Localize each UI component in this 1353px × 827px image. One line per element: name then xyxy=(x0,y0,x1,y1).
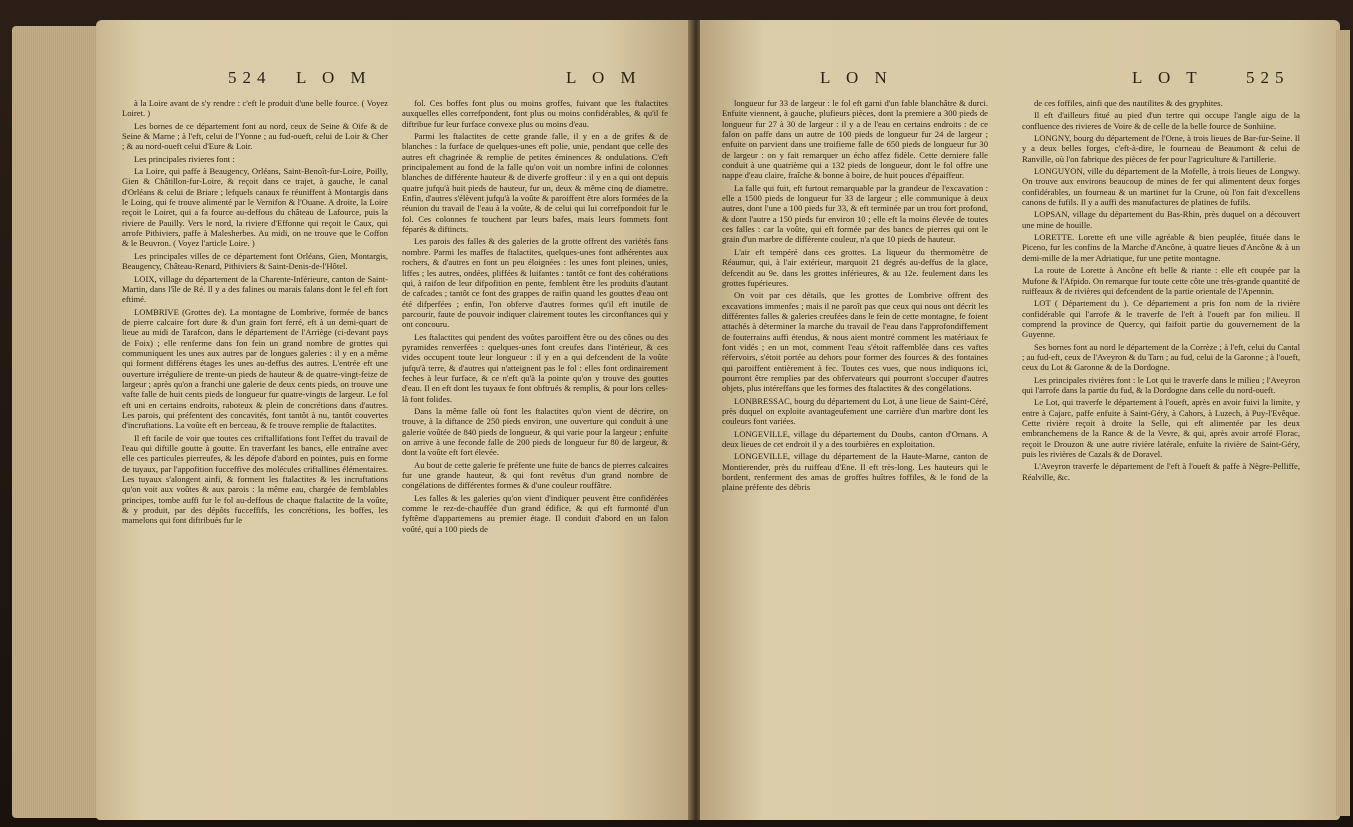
left-running-head-b: L O M xyxy=(566,68,642,87)
paragraph: LOIX, village du département de la Charente-Inférieure, canton de Saint-Martin, dans l'île de Ré. Il y a des falines ou marais falans dont le fel eft fort eftimé. xyxy=(122,273,388,305)
paragraph: La route de Lorette à Ancône eft belle & riante : elle eft coupée par la Mufone & l'Afpido. On remarque fur toute cette côte une très-grande quantité de ruiffeaux & de rivières qui defcendent de la partie orientale de l'Apennin. xyxy=(1022,265,1300,296)
paragraph: de ces foffiles, ainfi que des nautilites & des gryphites. xyxy=(1034,98,1223,108)
paragraph: Les principales rivieres font : xyxy=(134,153,235,164)
right-column-2 xyxy=(1022,98,1300,810)
left-page xyxy=(96,20,692,820)
paragraph: LOMBRIVE (Grottes de). La montagne de Lombrive, formée de bancs de pierre calcaire fort dure & d'un grain fort ferré, eft à un demi-quart de lieue au midi de Tarafcon, dans le département de l'Arriège (ci-devant pays de Foix) ; elle renferme dans fon fein un grand nombre de grottes qui communiquent les unes aux autres par de longues galeries : il y en a même qui forment différens étages les unes au-deffus des autres. L'entrée eft une ouverture irréguliere de trente-un pieds de hauteur & de quatre-vingt-feize de largeur ; après qu'on a franchi une galerie de deux cents pieds, on trouve une vafte falle de huit cents pieds de longueur fur quatre-vingts de largeur. Le fol eft uni en certains endroits, raboteux & plein de concrétions dans d'autres. Les parois, qui préfentent des concavités, font tantôt à nu, tantôt couvertes d'incruftations. La voûte eft en berceau, & fe trouve remplie de ftalactites. xyxy=(122,306,388,431)
right-column-1 xyxy=(722,98,988,810)
paragraph: Parmi les ftalactites de cette grande falle, il y en a de grifes & de blanches : la furface de quelques-unes eft polie, unie, pendant que celle des autres eft chagrinée & remplie de petites éminences & ondulations. C'eft principalement au fond de la falle qu'on voit un nombre infini de colonnes blanches de différente hauteur & de diverfe groffeur : il y en a qui ont depuis quatre jufqu'à huit pieds de hauteur, fur un, deux & même cinq de diametre. Enfin, d'autres s'élèvent jufqu'à la voûte & paroiffent être alors formées de la réunion du travail de l'eau à la voûte, & de celui qui lui correfpondoit fur le fol. Ces colonnes fe touchent par leurs bafes, mais leurs fommets font féparés & diftincts. xyxy=(402,131,668,235)
right-page xyxy=(700,20,1340,820)
paragraph: L'Aveyron traverfe le département de l'eft à l'oueft & paffe à Nègre-Pelliffe, Réalville, &c. xyxy=(1022,461,1300,482)
paragraph: Il eft facile de voir que toutes ces criftallifations font l'effet du travail de l'eau qui diftille goutte à goutte. En traverfant les bancs, elle entraîne avec elle ces particules pierreufes, & les dépofe d'abord en pointes, puis en forme de tuyaux, par l'appofition fucceffive des molécules criftallines élémentaires. Les tuyaux s'alongent ainfi, & forment les ftalactites & les incruftations qu'on voit aux voûtes & aux parois : la même eau, chargée de femblables principes, tombe auffi fur le fol au-deffous de chaque ftalactite de la voûte, & y produit, par des dépôts fucceffifs, les concrétions, les boffes, les mamelons qui font diftribués fur le xyxy=(122,432,388,526)
paragraph: La falle qui fuit, eft furtout remarquable par la grandeur de l'excavation : elle a 1500 pieds de longueur fur 33 de largeur ; elle communique à deux autres, dont l'une a 100 pieds fur 33, & eft terminée par un trou fort profond, & dont l'autre a 150 pieds fur environ 10 ; elle eft la moins élevée de toutes ces falles : car la voûte, qui eft formée par des bancs de pierres qui ont le grain d'un marbre de différente couleur, n'a que 10 pieds de hauteur. xyxy=(722,182,988,245)
right-running-head-a: L O N xyxy=(820,68,893,87)
paragraph: La Loire, qui paffe à Beaugency, Orléans, Saint-Benoît-fur-Loire, Poilly, Gien & Châtillon-fur-Loire, & reçoit dans ce trajet, à gauche, le canal d'Orléans & celui de Briare ; lefquels canaux fe réuniffent à Montargis dans le Loing, qui fe trouve alimenté par le Vernifon & l'Ouane. A droite, la Loire reçoit le Loiret, qui a fa fource au-deffous du château de Lafource, puis la riviere de Pauilly. Vers le nord, la riviere d'Effonne qui reçoit le Caux, qui arrofe Pithiviers, paffe à Malesherbes. Au midi, on ne trouve que le Coffon & le Beuvron. ( Voyez l'article Loire. ) xyxy=(122,166,388,249)
paragraph: LONGUYON, ville du département de la Mofelle, à trois lieues de Longwy. On trouve aux environs beaucoup de mines de fer qui alimentent deux forges confidérables, un fourneau & un martinet fur la Crune, où l'on fait d'excellens canons de fufils. Il y a auffi des manufactures de platines de fufils. xyxy=(1022,166,1300,208)
paragraph: On voit par ces détails, que les grottes de Lombrive offrent des excavations immenfes ; mais il ne paroît pas que ceux qui nous ont décrit les différentes falles & galeries creufées dans le fein de cette montagne, fe foient attachés à déterminer la marche du travail de l'eau dans l'approfondiffement de fouterrains auffi étendus, & nous aient montré comment les matériaux fe font vidés ; en un mot, comment l'eau s'étoit raffemblée dans ces vaftes réfervoirs, s'étoit portée au dehors pour former des fources & des fontaines qui paroiffent entièrement à fec. Toutes ces vues, que nous indiquons ici, pourront être remplies par des obfervateurs qui pourront s'occuper d'autres objets, plus intéreffans que les formes des ftalactites & des congélations. xyxy=(722,290,988,394)
paragraph: Les falles & les galeries qu'on vient d'indiquer peuvent être confidérées comme le rez-de-chauffée d'un grand édifice, & qui eft furmonté d'un fyftême d'appartemens au premier étage. Il conduit d'abord en un falon voûté, qui a 100 pieds de xyxy=(402,492,668,534)
paragraph: LONGNY, bourg du département de l'Orne, à trois lieues de Bar-fur-Seine. Il y a deux belles forges, c'eft-à-dire, le fourneau de Beaumont & celui de Ranville, où l'on fabrique des pièces de fer pour l'agriculture & l'artillerie. xyxy=(1022,133,1300,164)
paragraph: LOT ( Département du ). Ce département a pris fon nom de la rivière confidérable qui l'arrofe & le traverfe de l'eft à l'oueft par fon milieu. Il comprend la province de Quercy, qui faifoit partie du gouvernement de la Guyenne. xyxy=(1022,298,1300,340)
paragraph: Au bout de cette galerie fe préfente une fuite de bancs de pierres calcaires fur une grande hauteur, & qui font revêtus d'un grand nombre de congélations de différentes formes & d'une couleur rouffâtre. xyxy=(402,459,668,491)
paragraph: LONGEVILLE, village du département du Doubs, canton d'Ornans. A deux lieues de cet endroit il y a des tourbières en exploitation. xyxy=(722,428,988,449)
right-running-head-b: L O T xyxy=(1132,68,1203,87)
paragraph: longueur fur 33 de largeur : le fol eft garni d'un fable blanchâtre & durci. Enfuite viennent, à gauche, plufieurs pièces, dont la premiere a 300 pieds de longueur fur 27 à 30 de largeur : il y a de l'eau en certains endroits : de ce falon on paffe dans un autre de 100 pieds de longueur fur 24 de largeur ; enfuite on parvient dans une troifieme falle de 650 pieds de longueur fur 30 de largeur : on y fait remarquer un écho affez fidèle. Cette derniere falle conduit à une quatrième qui a 132 pieds de longueur, dont le fol offre une nappe d'eau claire, fraîche & bonne à boire, de huit pouces d'épaiffeur. xyxy=(722,98,988,181)
paragraph: LONGEVILLE, village du département de la Haute-Marne, canton de Montierender, près du ruiffeau d'Ene. Il eft très-long. Les hauteurs qui le bordent, renferment des amas de groffes huîtres foffiles, & le fond de la plaine préfente des débris xyxy=(722,451,988,493)
paragraph: à la Loire avant de s'y rendre : c'eft le produit d'une belle fource. ( Voyez Loiret. ) xyxy=(122,98,388,119)
page-edges-right xyxy=(1336,30,1350,816)
paragraph: Il eft d'ailleurs fitué au pied d'un tertre qui occupe l'angle aigu de la confluence des rivieres de Voire & de celle de la belle fource de Sonhiine. xyxy=(1022,110,1300,131)
paragraph: Ses bornes font au nord le département de la Corrèze ; à l'eft, celui du Cantal ; au fud-eft, ceux de l'Aveyron & du Tarn ; au fud, celui de la Garonne ; à l'oueft, ceux du Lot & Garonne & de la Dordogne. xyxy=(1022,341,1300,373)
page-edges-left xyxy=(12,26,98,818)
paragraph: Les principales rivières font : le Lot qui le traverfe dans le milieu ; l'Aveyron qui l'arrofe dans la partie du fud, & la Dordogne dans celle du nord-oueft. xyxy=(1022,374,1300,395)
paragraph: LOPSAN, village du département du Bas-Rhin, près duquel on a découvert une mine de houille. xyxy=(1022,209,1300,230)
paragraph: Les parois des falles & des galeries de la grotte offrent des variétés fans nombre. Parmi les maffes de ftalactites, quelques-unes font adhérentes aux rochers, & d'autres en font un peu éloignées : les unes font pleines, unies, liffes ; les autres, ondées, pliffées & luifantes : tantôt ce font des cohérations qui, à raifon de leur difpofition en pente, femblent être les produits d'autant de cafcades ; tantôt ce font des grappes de raifin quand les gouttes d'eau ont été difperfées ; enfin, l'on obferve d'autres formes qu'il eft inutile de parcourir, faute de pouvoir indiquer clairement toutes les circonftances qui y ont concouru. xyxy=(402,236,668,330)
paragraph: LORETTE. Lorette eft une ville agréable & bien peuplée, fituée dans le Piceno, fur les confins de la Marche d'Ancône, à quatre lieues d'Ancône & à un demi-mille de la mer Adriatique, fur une petite montagne. xyxy=(1022,232,1300,263)
paragraph: L'air eft tempéré dans ces grottes. La liqueur du thermomètre de Réaumur, qui, à l'air extérieur, marquoit 21 degrés au-deffus de la glace, defcendit au 9e. dans les grottes inférieures, & au 12e. feulement dans les grottes fupérieures. xyxy=(722,246,988,288)
paragraph: LONBRESSAC, bourg du département du Lot, à une lieue de Saint-Céré, près duquel on exploite avantageufement une carrière d'un marbre dont les couleurs font variées. xyxy=(722,395,988,427)
paragraph: fol. Ces boffes font plus ou moins groffes, fuivant que les ftalactites auxquelles elles correfpondent, font plus ou moins confidérables, & qu'il fe diftribue fur leur furface convexe plus ou moins d'eau. xyxy=(402,98,668,129)
paragraph: Le Lot, qui traverfe le département à l'oueft, après en avoir fuivi la limite, y entre à Cajarc, paffe enfuite à Saint-Géry, à Cahors, à Luzech, à Puy-l'Evêque. Cette rivière reçoit à droite la Selle, qui eft alimentée par les deux embranchemens de la Rance & de la Vevre, & qui, après avoir arrofé Florac, reçoit le Drouzon & une autre rivière latérale, enfuite la rivière de Saint-Géry, puis les rivières de Cazals & de Doravel. xyxy=(1022,397,1300,459)
left-column-2 xyxy=(402,98,668,810)
left-column-1 xyxy=(122,98,388,810)
paragraph: Les bornes de ce département font au nord, ceux de Seine & Oife & de Seine & Marne ; à l'eft, celui de l'Yonne ; au fud-oueft, celui de Loir & Cher ; & au nord-oueft celui d'Eure & Loir. xyxy=(122,120,388,152)
paragraph: Dans la même falle où font les ftalactites qu'on vient de décrire, on trouve, à la diftance de 250 pieds environ, une ouverture qui conduit à une galerie voûtée de 840 pieds de longueur, & qui varie pour la largeur ; enfuite on arrive à une feconde falle de 200 pieds de longueur fur 80 de largeur, & dont la voûte eft fort élevée. xyxy=(402,405,668,458)
paragraph: Les ftalactites qui pendent des voûtes paroiffent être ou des cônes ou des pyramides renverfées : quelques-unes font creufes dans l'intérieur, & ces vides occupent toute leur longueur : il y en a qui defcendent de la voûte jufqu'à terre, & d'autres qui n'atteignent pas le fol : elles font ordinairement feches à leur furface, & ce n'eft qu'à la pointe qu'on y trouve des gouttes d'eau. Il en eft dont les tuyaux fe font obftrués & remplis, & pour lors celles-là font folides. xyxy=(402,331,668,404)
paragraph: Les principales villes de ce département font Orléans, Gien, Montargis, Beaugency, Château-Renard, Pithiviers & Saint-Denis-de-l'Hôtel. xyxy=(122,250,388,272)
left-running-head-a: L O M xyxy=(296,68,372,87)
right-page-number: 525 xyxy=(1246,68,1290,87)
left-page-number: 524 xyxy=(228,68,272,87)
